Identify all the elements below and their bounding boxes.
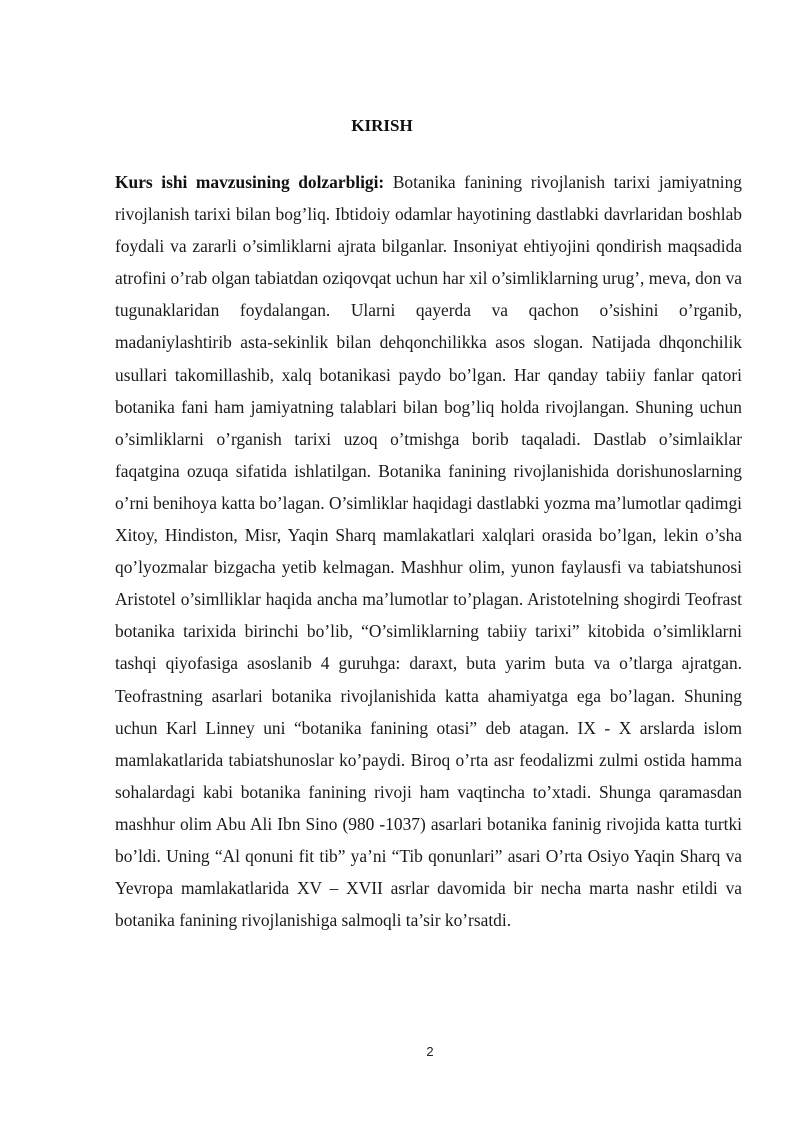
page-number: 2	[426, 1044, 434, 1059]
page-heading: KIRISH	[351, 116, 413, 135]
section-lead: Kurs ishi mavzusining dolzarbligi:	[115, 172, 385, 192]
body-paragraph	[115, 166, 742, 936]
paragraph-text: Botanika fanining rivojlanish tarixi jamiyatning rivojlanish tarixi bilan bog’liq. Ibtidoiy odamlar hayotining dastlabki davrlaridan boshlab foydali va zararli o’simliklarni ajrata bilganlar. Insoniyat ehtiyojini qondirish maqsadida atrofini o’rab olgan tabiatdan oziqovqat uchun har xil o’simliklarning urug’, meva, don va tugunaklaridan foydalangan. Ularni qayerda va qachon o’sishini o’rganib, madaniylashtirib asta-sekinlik bilan dehqonchilikka asos slogan. Natijada dhqonchilik usullari takomillashib, xalq botanikasi paydo bo’lgan. Har qanday tabiiy fanlar qatori botanika fani ham jamiyatning talablari bilan bog’liq holda rivojlangan. Shuning uchun o’simliklarni o’rganish tarixi uzoq o’tmishga borib taqaladi. Dastlab o’simlaiklar faqatgina ozuqa sifatida ishlatilgan. Botanika fanining rivojlanishida dorishunoslarning o’rni benihoya katta bo’lagan. O’simliklar haqidagi dastlabki yozma ma’lumotlar qadimgi Xitoy, Hindiston, Misr, Yaqin Sharq mamlakatlari xalqlari orasida bo’lgan, lekin o’sha qo’lyozmalar bizgacha yetib kelmagan. Mashhur olim, yunon faylausfi va tabiatshunosi Aristotel o’simlliklar haqida ancha ma’lumotlar to’plagan. Aristotelning shogirdi Teofrast botanika tarixida birinchi bo’lib, “O’simliklarning tabiiy tarixi” kitobida o’simliklarni tashqi qiyofasiga asoslanib 4 guruhga: daraxt, buta yarim buta va o’tlarga ajratgan. Teofrastning asarlari botanika rivojlanishida katta ahamiyatga ega bo’lagan. Shuning uchun Karl Linney uni “botanika fanining otasi” deb atagan. IX - X arslarda islom mamlakatlarida tabiatshunoslar ko’paydi. Biroq o’rta asr feodalizmi zulmi ostida hamma sohalardagi kabi botanika fanining rivoji ham vaqtincha to’xtadi. Shunga qaramasdan mashhur olim Abu Ali Ibn Sino (980 -1037) asarlari botanika faninig rivojida katta turtki bo’ldi. Uning “Al qonuni fit tib” ya’ni “Tib qonunlari” asari O’rta Osiyo Yaqin Sharq va Yevropa mamlakatlarida XV – XVII asrlar davomida bir necha marta nashr etildi va botanika fanining rivojlanishiga salmoqli ta’sir ko’rsatdi.	[115, 172, 742, 931]
